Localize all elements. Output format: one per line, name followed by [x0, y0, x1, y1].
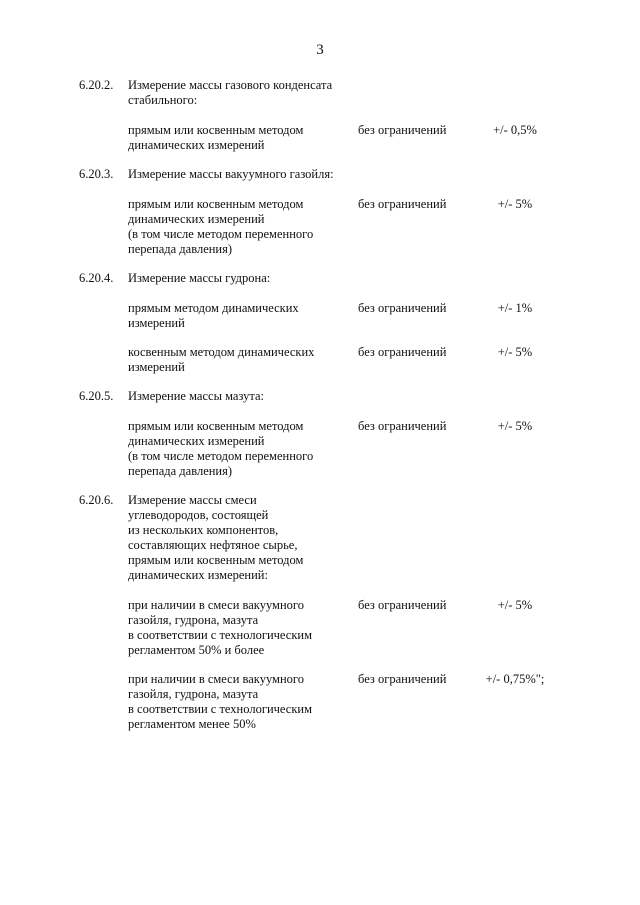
measurement-limit: без ограничений — [358, 419, 447, 433]
section-item — [0, 78, 640, 153]
method-line: регламентом 50% и более — [128, 643, 265, 657]
spacer — [0, 375, 640, 389]
measurement-accuracy: +/- 5% — [497, 419, 533, 433]
measurement-accuracy: +/- 0,5% — [493, 123, 537, 137]
method-line: регламентом менее 50% — [128, 717, 256, 731]
spacer — [0, 479, 640, 493]
measurement-row — [0, 345, 640, 375]
method-line: газойля, гудрона, мазута — [128, 687, 259, 701]
spacer — [0, 404, 640, 419]
method-line: перепада давления) — [128, 464, 233, 478]
method-line: газойля, гудрона, мазута — [128, 613, 259, 627]
measurement-limit: без ограничений — [358, 598, 447, 612]
section-item — [0, 389, 640, 479]
measurement-list — [0, 78, 640, 732]
measurement-row — [0, 301, 640, 331]
measurement-method — [128, 123, 343, 153]
method-line: динамических измерений — [128, 138, 265, 152]
measurement-method — [128, 197, 343, 257]
measurement-method — [128, 345, 343, 375]
measurement-method — [128, 301, 343, 331]
measurement-row — [0, 419, 640, 479]
section-number: 6.20.6. — [79, 493, 114, 507]
measurement-accuracy: +/- 1% — [497, 301, 533, 315]
spacer — [0, 182, 640, 197]
section-title — [128, 493, 368, 583]
section-item — [0, 493, 640, 732]
measurement-row — [0, 123, 640, 153]
section-title-line: составляющих нефтяное сырье, — [128, 538, 298, 552]
measurement-row — [0, 598, 640, 658]
method-line: (в том числе методом переменного — [128, 227, 314, 241]
spacer — [0, 331, 640, 345]
page-number: 3 — [316, 42, 324, 58]
method-line: перепада давления) — [128, 242, 233, 256]
section-number: 6.20.5. — [79, 389, 114, 403]
measurement-limit: без ограничений — [358, 672, 447, 686]
section-title-line: прямым или косвенным методом — [128, 553, 304, 567]
method-line: (в том числе методом переменного — [128, 449, 314, 463]
section-title-line: динамических измерений: — [128, 568, 268, 582]
spacer — [0, 108, 640, 123]
measurement-limit: без ограничений — [358, 301, 447, 315]
spacer — [0, 257, 640, 271]
method-line: измерений — [128, 316, 185, 330]
method-line: прямым методом динамических — [128, 301, 299, 315]
section-number: 6.20.2. — [79, 78, 114, 92]
section-title — [128, 78, 368, 108]
method-line: при наличии в смеси вакуумного — [128, 672, 304, 686]
method-line: прямым или косвенным методом — [128, 197, 304, 211]
section-title-line: Измерение массы гудрона: — [128, 271, 271, 285]
section-item — [0, 167, 640, 257]
spacer — [0, 658, 640, 672]
spacer — [0, 153, 640, 167]
section-title-line: Измерение массы вакуумного газойля: — [128, 167, 334, 181]
measurement-limit: без ограничений — [358, 197, 447, 211]
section-title-line: Измерение массы смеси — [128, 493, 257, 507]
method-line: при наличии в смеси вакуумного — [128, 598, 304, 612]
method-line: в соответствии с технологическим — [128, 628, 312, 642]
method-line: прямым или косвенным методом — [128, 123, 304, 137]
section-title — [128, 167, 368, 182]
section-title-line: стабильного: — [128, 93, 198, 107]
method-line: в соответствии с технологическим — [128, 702, 312, 716]
section-title — [128, 389, 368, 404]
spacer — [0, 286, 640, 301]
measurement-method — [128, 419, 343, 479]
measurement-limit: без ограничений — [358, 123, 447, 137]
section-number: 6.20.3. — [79, 167, 114, 181]
method-line: динамических измерений — [128, 434, 265, 448]
section-title — [128, 271, 368, 286]
measurement-method — [128, 672, 343, 732]
section-number: 6.20.4. — [79, 271, 114, 285]
section-title-line: Измерение массы мазута: — [128, 389, 265, 403]
measurement-limit: без ограничений — [358, 345, 447, 359]
method-line: динамических измерений — [128, 212, 265, 226]
section-item — [0, 271, 640, 375]
section-title-line: из нескольких компонентов, — [128, 523, 279, 537]
spacer — [0, 583, 640, 598]
method-line: косвенным методом динамических — [128, 345, 315, 359]
measurement-row — [0, 197, 640, 257]
method-line: измерений — [128, 360, 185, 374]
measurement-accuracy: +/- 0,75%"; — [485, 672, 545, 686]
measurement-accuracy: +/- 5% — [497, 197, 533, 211]
measurement-row — [0, 672, 640, 732]
section-title-line: углеводородов, состоящей — [128, 508, 269, 522]
method-line: прямым или косвенным методом — [128, 419, 304, 433]
measurement-accuracy: +/- 5% — [497, 345, 533, 359]
measurement-accuracy: +/- 5% — [497, 598, 533, 612]
section-title-line: Измерение массы газового конденсата — [128, 78, 333, 92]
measurement-method — [128, 598, 343, 658]
